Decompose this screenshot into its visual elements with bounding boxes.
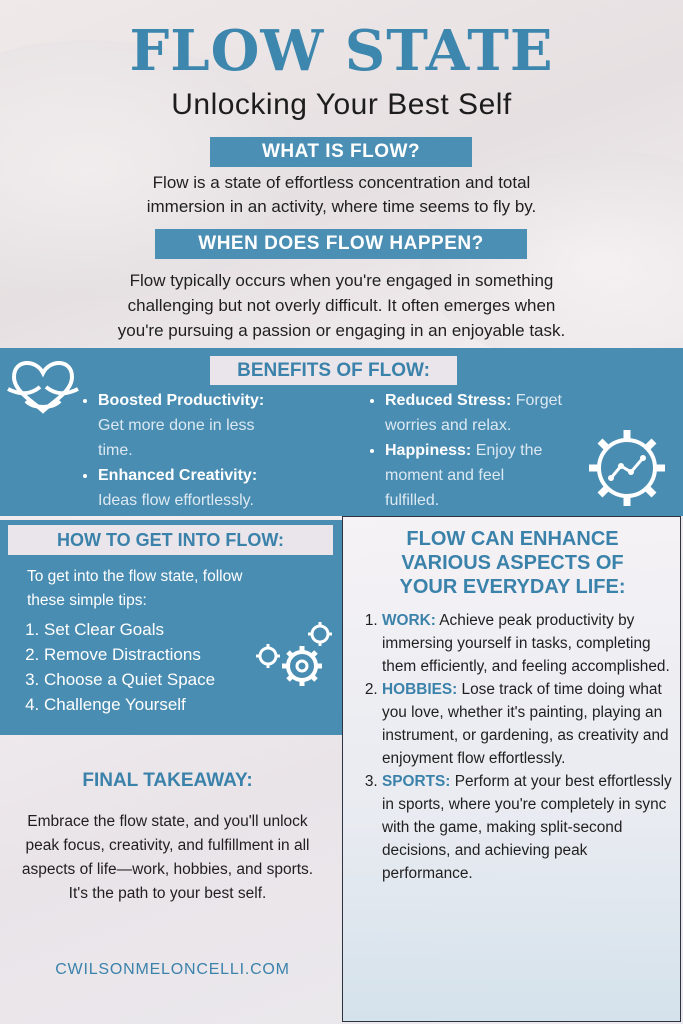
final-takeaway-text: Embrace the flow state, and you'll unlock peak focus, creativity, and fulfillment in all aspects of life—work, hobbies, and sports. It's the path to your best self. (21, 813, 314, 902)
list-item: 4. Challenge Yourself (44, 692, 262, 717)
text-line: immersion in an activity, where time seems to fly by. (146, 197, 537, 216)
benefit-text: Ideas flow effortlessly. (98, 492, 254, 509)
page-title: FLOW STATE (129, 18, 554, 84)
what-is-flow-heading: WHAT IS FLOW? (210, 137, 472, 167)
list-item (98, 463, 335, 513)
gears-icon (252, 622, 334, 692)
text-line: challenging but not overly difficult. It often emerges when (127, 296, 556, 315)
heading-line: YOUR EVERYDAY LIFE: (399, 576, 626, 598)
benefit-text: worries and relax. (385, 417, 512, 434)
how-to-heading: HOW TO GET INTO FLOW: (8, 525, 333, 555)
text-line: these simple tips: (27, 592, 147, 609)
text-line: you're pursuing a passion or engaging in an enjoyable task. (117, 321, 566, 340)
list-item: 1. Set Clear Goals (44, 617, 262, 642)
aspect-text: Lose track of time doing what you love, whether it's painting, playing an instrument, or gardening, as creativity and enjoyment flow effortlessly. (382, 681, 669, 767)
final-takeaway-heading: FINAL TAKEAWAY: (82, 770, 253, 791)
list-item (382, 770, 675, 885)
heading-line: FLOW CAN ENHANCE (406, 528, 619, 550)
aspect-text: Achieve peak productivity by immersing yourself in tasks, completing them efficiently, and feeling accomplished. (382, 612, 670, 675)
benefit-text: Get more done in less (98, 417, 255, 434)
benefit-text: moment and feel (385, 467, 505, 484)
list-item: 2. Remove Distractions (44, 642, 262, 667)
benefit-title: Boosted Productivity: (98, 392, 265, 409)
aspect-label: HOBBIES: (382, 681, 458, 698)
list-item (382, 678, 675, 770)
benefit-title: Reduced Stress: (385, 392, 512, 409)
gear-chart-icon (583, 424, 671, 512)
benefit-text: fulfilled. (385, 492, 440, 509)
benefits-heading: BENEFITS OF FLOW: (210, 356, 457, 385)
benefit-title: Happiness: (385, 442, 472, 459)
text-line: Flow is a state of effortless concentration and total (152, 173, 531, 192)
heart-hands-icon (6, 355, 80, 417)
how-to-intro (27, 565, 327, 613)
benefits-left-list (80, 388, 335, 513)
page-subtitle: Unlocking Your Best Self (171, 88, 512, 121)
text-line: To get into the flow state, follow (27, 568, 243, 585)
aspects-list (350, 609, 675, 885)
list-item (385, 388, 597, 438)
list-item (385, 438, 597, 513)
benefit-text: Forget (515, 392, 562, 409)
when-flow-text (0, 268, 683, 343)
list-item: 3. Choose a Quiet Space (44, 667, 262, 692)
benefits-right-list (367, 388, 597, 513)
aspects-heading (350, 527, 675, 599)
heading-line: VARIOUS ASPECTS OF (401, 552, 624, 574)
aspect-text: Perform at your best effortlessly in sports, where you're completely in sync with the game, making split-second decisions, and achieving peak performance. (382, 773, 672, 882)
how-to-steps (22, 617, 262, 717)
benefit-text: time. (98, 442, 133, 459)
list-item (382, 609, 675, 678)
benefit-title: Enhanced Creativity: (98, 467, 258, 484)
list-item (98, 388, 335, 463)
aspect-label: SPORTS: (382, 773, 451, 790)
what-is-flow-text (0, 171, 683, 219)
website-link[interactable]: CWILSONMELONCELLI.COM (55, 961, 290, 978)
benefit-text: Enjoy the (475, 442, 543, 459)
text-line: Flow typically occurs when you're engaged in something (129, 271, 554, 290)
aspect-label: WORK: (382, 612, 436, 629)
when-flow-heading: WHEN DOES FLOW HAPPEN? (155, 229, 527, 259)
